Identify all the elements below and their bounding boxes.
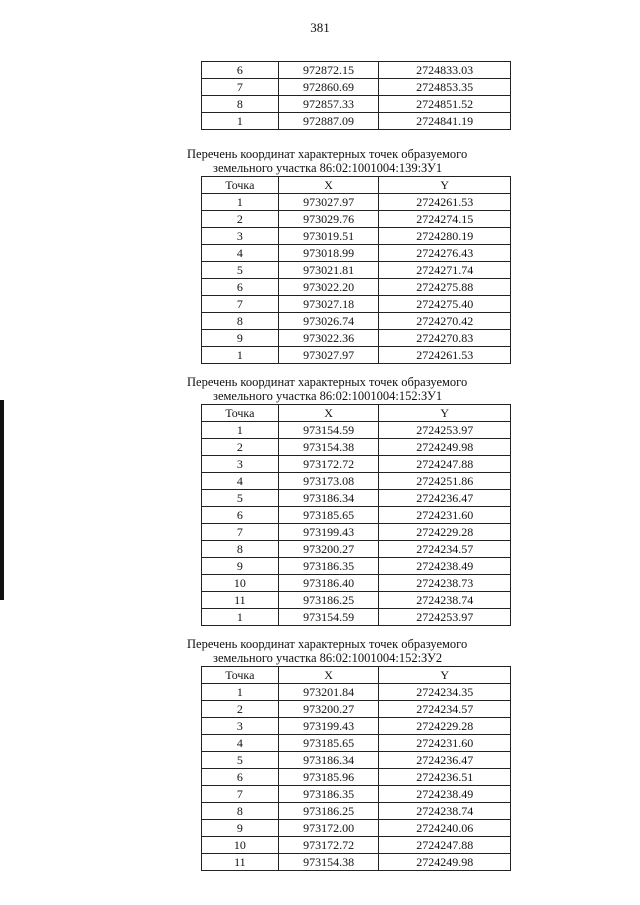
- table-row: [202, 575, 511, 592]
- cell-point: 1: [202, 347, 279, 364]
- cell-x: 973021.81: [278, 262, 379, 279]
- cell-point: 1: [202, 684, 279, 701]
- table-row: [202, 79, 511, 96]
- cell-y: 2724231.60: [379, 507, 511, 524]
- table-row: [202, 609, 511, 626]
- caption-line-1: Перечень координат характерных точек образуемого: [187, 637, 468, 651]
- table-row: [202, 296, 511, 313]
- cell-y: 2724238.73: [379, 575, 511, 592]
- cell-y: 2724851.52: [379, 96, 511, 113]
- cell-y: 2724253.97: [379, 609, 511, 626]
- table-row: [202, 422, 511, 439]
- table-header-row: [202, 177, 511, 194]
- cell-point: 3: [202, 228, 279, 245]
- cell-x: 973186.35: [278, 786, 379, 803]
- section-caption-3: [187, 637, 467, 665]
- cell-point: 5: [202, 262, 279, 279]
- cell-point: 9: [202, 558, 279, 575]
- cell-point: 2: [202, 211, 279, 228]
- table-row: [202, 524, 511, 541]
- cell-x: 973186.35: [278, 558, 379, 575]
- table-body: [202, 62, 511, 130]
- header-y: Y: [379, 667, 511, 684]
- cell-x: 973154.38: [278, 854, 379, 871]
- table-row: [202, 347, 511, 364]
- cell-point: 6: [202, 62, 279, 79]
- cell-y: 2724236.47: [379, 490, 511, 507]
- table-row: [202, 769, 511, 786]
- table-row: [202, 718, 511, 735]
- page-number: 381: [310, 20, 330, 35]
- cell-x: 973185.65: [278, 507, 379, 524]
- cell-x: 973200.27: [278, 701, 379, 718]
- cell-point: 5: [202, 752, 279, 769]
- table-row: [202, 245, 511, 262]
- cell-point: 8: [202, 541, 279, 558]
- cell-point: 3: [202, 456, 279, 473]
- table-row: [202, 279, 511, 296]
- table-row: [202, 62, 511, 79]
- cell-y: 2724275.88: [379, 279, 511, 296]
- caption-line-2: земельного участка 86:02:1001004:152:ЗУ1: [213, 389, 443, 403]
- caption-line-1: Перечень координат характерных точек образуемого: [187, 375, 468, 389]
- coordinate-table-139-zu1: [201, 176, 511, 364]
- cell-point: 2: [202, 439, 279, 456]
- cell-x: 973172.72: [278, 837, 379, 854]
- cell-x: 973186.25: [278, 592, 379, 609]
- table-row: [202, 701, 511, 718]
- cell-y: 2724261.53: [379, 347, 511, 364]
- cell-x: 973186.34: [278, 490, 379, 507]
- cell-x: 973027.18: [278, 296, 379, 313]
- cell-point: 6: [202, 507, 279, 524]
- table-row: [202, 735, 511, 752]
- table-row: [202, 473, 511, 490]
- cell-y: 2724853.35: [379, 79, 511, 96]
- cell-point: 8: [202, 96, 279, 113]
- cell-x: 973172.00: [278, 820, 379, 837]
- table-body: [202, 194, 511, 364]
- table-row: [202, 113, 511, 130]
- header-x: X: [278, 405, 379, 422]
- cell-y: 2724274.15: [379, 211, 511, 228]
- cell-x: 973186.34: [278, 752, 379, 769]
- cell-y: 2724271.74: [379, 262, 511, 279]
- cell-point: 8: [202, 803, 279, 820]
- cell-point: 1: [202, 113, 279, 130]
- table-row: [202, 96, 511, 113]
- cell-x: 973173.08: [278, 473, 379, 490]
- cell-x: 973172.72: [278, 456, 379, 473]
- cell-point: 7: [202, 79, 279, 96]
- table-row: [202, 507, 511, 524]
- cell-y: 2724229.28: [379, 524, 511, 541]
- cell-x: 973154.59: [278, 422, 379, 439]
- header-y: Y: [379, 405, 511, 422]
- cell-x: 973199.43: [278, 718, 379, 735]
- table-row: [202, 854, 511, 871]
- cell-x: 973186.40: [278, 575, 379, 592]
- header-point: Точка: [202, 405, 279, 422]
- cell-x: 973019.51: [278, 228, 379, 245]
- cell-y: 2724247.88: [379, 456, 511, 473]
- cell-point: 6: [202, 769, 279, 786]
- cell-y: 2724247.88: [379, 837, 511, 854]
- cell-point: 3: [202, 718, 279, 735]
- cell-y: 2724249.98: [379, 854, 511, 871]
- section-caption-2: [187, 375, 467, 403]
- header-point: Точка: [202, 667, 279, 684]
- cell-x: 973027.97: [278, 347, 379, 364]
- cell-y: 2724841.19: [379, 113, 511, 130]
- cell-x: 973185.65: [278, 735, 379, 752]
- table-row: [202, 439, 511, 456]
- cell-x: 973154.38: [278, 439, 379, 456]
- caption-line-2: земельного участка 86:02:1001004:139:ЗУ1: [213, 161, 443, 175]
- cell-y: 2724270.42: [379, 313, 511, 330]
- cell-y: 2724238.74: [379, 803, 511, 820]
- cell-point: 5: [202, 490, 279, 507]
- cell-point: 10: [202, 575, 279, 592]
- table-row: [202, 803, 511, 820]
- cell-y: 2724236.47: [379, 752, 511, 769]
- cell-y: 2724251.86: [379, 473, 511, 490]
- table-row: [202, 456, 511, 473]
- table-row: [202, 752, 511, 769]
- cell-x: 973027.97: [278, 194, 379, 211]
- header-x: X: [278, 667, 379, 684]
- cell-x: 973026.74: [278, 313, 379, 330]
- cell-point: 11: [202, 592, 279, 609]
- table-body: [202, 422, 511, 626]
- table-row: [202, 786, 511, 803]
- cell-x: 973154.59: [278, 609, 379, 626]
- cell-point: 4: [202, 473, 279, 490]
- cell-point: 8: [202, 313, 279, 330]
- cell-x: 972860.69: [278, 79, 379, 96]
- table-header-row: [202, 405, 511, 422]
- table-row: [202, 228, 511, 245]
- table-row: [202, 541, 511, 558]
- cell-y: 2724249.98: [379, 439, 511, 456]
- cell-x: 973201.84: [278, 684, 379, 701]
- cell-y: 2724234.57: [379, 701, 511, 718]
- cell-y: 2724253.97: [379, 422, 511, 439]
- table-header-row: [202, 667, 511, 684]
- header-point: Точка: [202, 177, 279, 194]
- table-row: [202, 490, 511, 507]
- cell-y: 2724270.83: [379, 330, 511, 347]
- cell-x: 973200.27: [278, 541, 379, 558]
- cell-point: 4: [202, 245, 279, 262]
- cell-x: 973018.99: [278, 245, 379, 262]
- cell-y: 2724240.06: [379, 820, 511, 837]
- cell-point: 6: [202, 279, 279, 296]
- table-row: [202, 330, 511, 347]
- table-row: [202, 262, 511, 279]
- table-row: [202, 592, 511, 609]
- coordinate-table-152-zu2: [201, 666, 511, 871]
- caption-line-1: Перечень координат характерных точек образуемого: [187, 147, 468, 161]
- cell-x: 972887.09: [278, 113, 379, 130]
- coordinate-table-continuation: [201, 61, 511, 130]
- cell-x: 973185.96: [278, 769, 379, 786]
- cell-y: 2724276.43: [379, 245, 511, 262]
- cell-y: 2724238.49: [379, 786, 511, 803]
- cell-y: 2724234.35: [379, 684, 511, 701]
- cell-x: 973022.36: [278, 330, 379, 347]
- cell-point: 7: [202, 786, 279, 803]
- cell-point: 1: [202, 194, 279, 211]
- cell-y: 2724275.40: [379, 296, 511, 313]
- cell-point: 11: [202, 854, 279, 871]
- cell-y: 2724280.19: [379, 228, 511, 245]
- header-y: Y: [379, 177, 511, 194]
- cell-x: 973029.76: [278, 211, 379, 228]
- cell-point: 9: [202, 330, 279, 347]
- cell-y: 2724238.49: [379, 558, 511, 575]
- table-row: [202, 194, 511, 211]
- cell-y: 2724833.03: [379, 62, 511, 79]
- section-caption-1: [187, 147, 467, 175]
- cell-point: 2: [202, 701, 279, 718]
- cell-x: 973022.20: [278, 279, 379, 296]
- coordinate-table-152-zu1: [201, 404, 511, 626]
- header-x: X: [278, 177, 379, 194]
- cell-x: 973199.43: [278, 524, 379, 541]
- cell-point: 9: [202, 820, 279, 837]
- cell-y: 2724229.28: [379, 718, 511, 735]
- cell-point: 10: [202, 837, 279, 854]
- cell-x: 973186.25: [278, 803, 379, 820]
- cell-point: 7: [202, 524, 279, 541]
- cell-point: 4: [202, 735, 279, 752]
- cell-x: 972857.33: [278, 96, 379, 113]
- cell-point: 1: [202, 609, 279, 626]
- cell-y: 2724236.51: [379, 769, 511, 786]
- cell-y: 2724261.53: [379, 194, 511, 211]
- table-row: [202, 837, 511, 854]
- cell-x: 972872.15: [278, 62, 379, 79]
- cell-point: 1: [202, 422, 279, 439]
- cell-point: 7: [202, 296, 279, 313]
- cell-y: 2724231.60: [379, 735, 511, 752]
- table-row: [202, 820, 511, 837]
- table-row: [202, 558, 511, 575]
- scan-edge-mark: [0, 400, 4, 600]
- table-row: [202, 211, 511, 228]
- caption-line-2: земельного участка 86:02:1001004:152:ЗУ2: [213, 651, 443, 665]
- table-row: [202, 684, 511, 701]
- table-body: [202, 684, 511, 871]
- cell-y: 2724238.74: [379, 592, 511, 609]
- cell-y: 2724234.57: [379, 541, 511, 558]
- table-row: [202, 313, 511, 330]
